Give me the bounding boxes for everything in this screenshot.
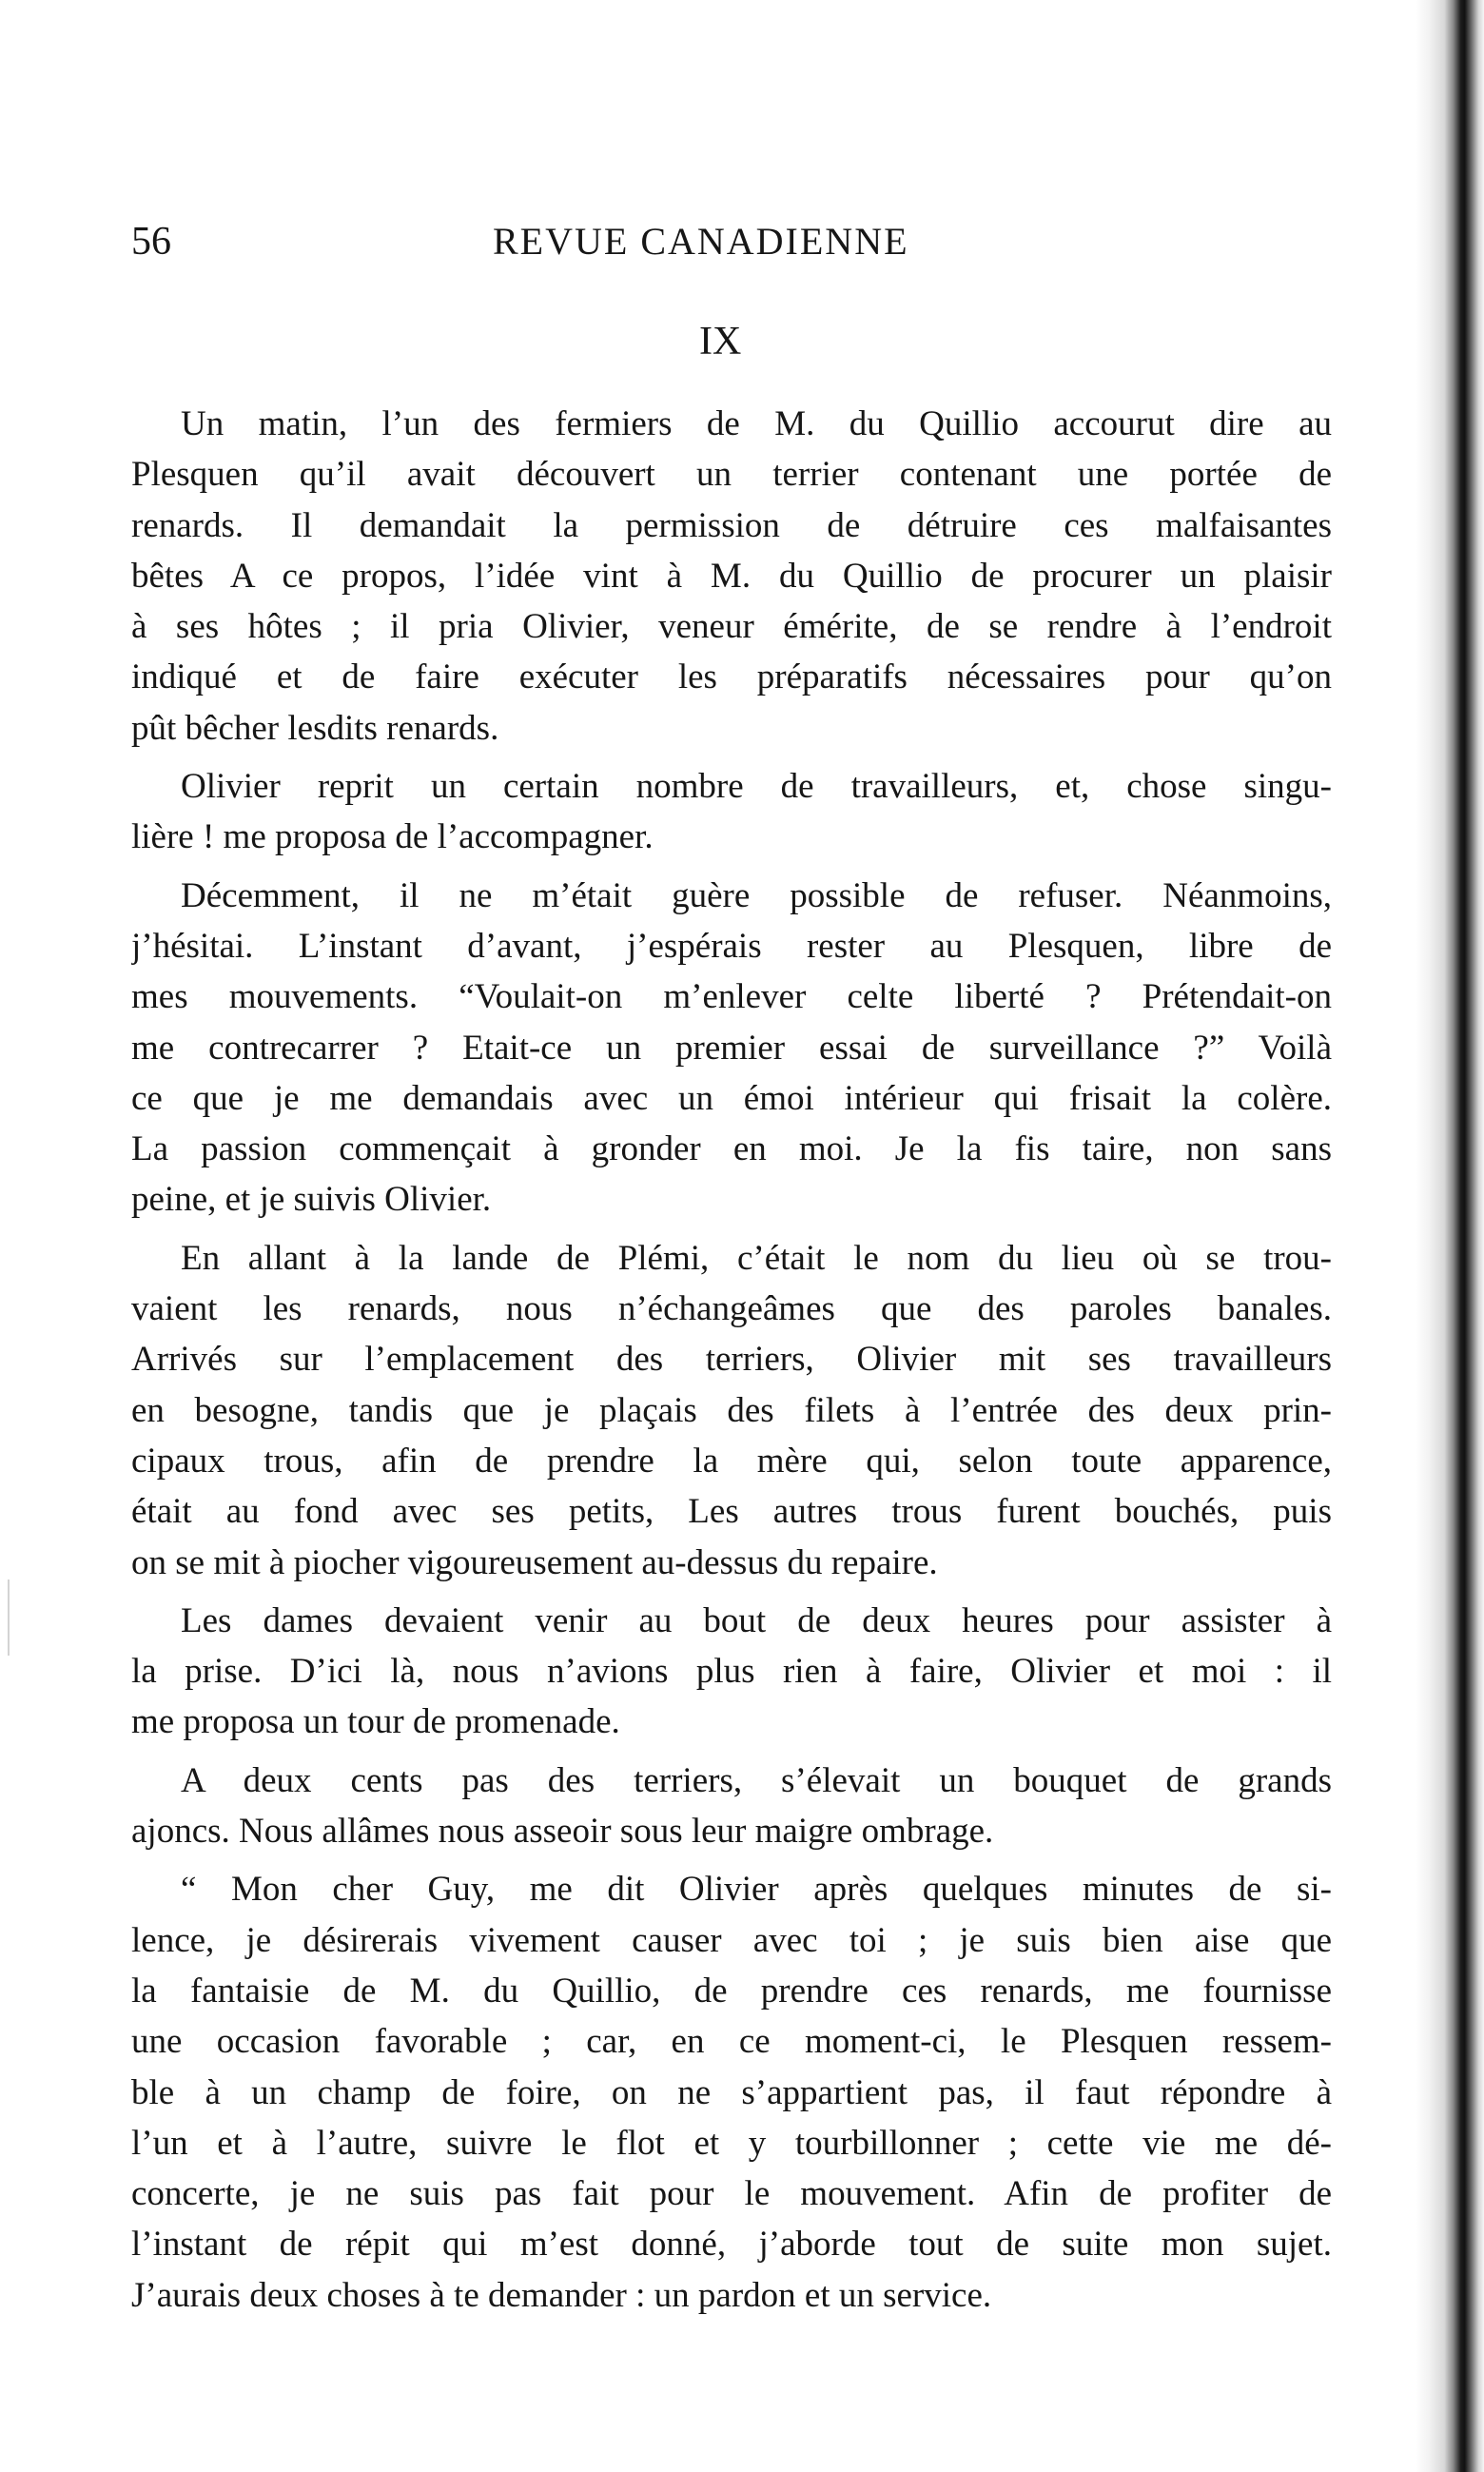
text-line: une occasion favorable ; car, en ce moment-ci, le Plesquen ressem- [131,2022,1332,2062]
paragraph [131,871,1332,1226]
text-line: cipaux trous, afin de prendre la mère qui, selon toute apparence, [131,1441,1332,1481]
text-line: La passion commençait à gronder en moi. Je la fis taire, non sans [131,1129,1332,1169]
text-line: Plesquen qu’il avait découvert un terrier contenant une portée de [131,455,1332,495]
text-line: me contrecarrer ? Etait-ce un premier essai de surveillance ?” Voilà [131,1028,1332,1068]
text-line: lence, je désirerais vivement causer avec toi ; je suis bien aise que [131,1920,1332,1960]
text-line: pût bêcher lesdits renards. [131,708,499,748]
text-line: ajoncs. Nous allâmes nous asseoir sous leur maigre ombrage. [131,1812,994,1852]
text-line: me proposa un tour de promenade. [131,1702,620,1742]
text-line: à ses hôtes ; il pria Olivier, veneur émérite, de se rendre à l’endroit [131,607,1332,647]
margin-mark [8,1579,15,1656]
text-line: indiqué et de faire exécuter les préparatifs nécessaires pour qu’on [131,657,1332,697]
paragraph [131,1756,1332,1857]
text-line: bêtes A ce propos, l’idée vint à M. du Quillio de procurer un plaisir [131,556,1332,596]
text-line: J’aurais deux choses à te demander : un pardon et un service. [131,2275,992,2315]
paragraph [131,1596,1332,1748]
paragraph [131,1233,1332,1588]
text-line: l’un et à l’autre, suivre le flot et y tourbillonner ; cette vie me dé- [131,2123,1332,2163]
paragraph [131,1864,1332,2321]
page-header [131,215,968,268]
text-line: en besogne, tandis que je plaçais des filets à l’entrée des deux prin- [131,1390,1332,1430]
text-line: mes mouvements. “Voulait-on m’enlever celte liberté ? Prétendait-on [131,977,1332,1017]
text-line: En allant à la lande de Plémi, c’était le nom du lieu où se trou- [181,1238,1332,1278]
body-text [131,399,1332,2328]
text-line: ble à un champ de foire, on ne s’appartient pas, il faut répondre à [131,2072,1332,2112]
text-line: Olivier reprit un certain nombre de travailleurs, et, chose singu- [181,767,1332,807]
text-line: peine, et je suivis Olivier. [131,1180,492,1220]
text-line: la fantaisie de M. du Quillio, de prendre ces renards, me fournisse [131,1971,1332,2011]
text-line: Arrivés sur l’emplacement des terriers, Olivier mit ses travailleurs [131,1340,1332,1380]
text-line: “ Mon cher Guy, me dit Olivier après quelques minutes de si- [181,1870,1332,1910]
running-title: REVUE CANADIENNE [493,220,909,263]
text-line: concerte, je ne suis pas fait pour le mouvement. Afin de profiter de [131,2174,1332,2214]
paragraph [131,399,1332,754]
text-line: lière ! me proposa de l’accompagner. [131,817,654,857]
page-number: 56 [131,220,171,264]
text-line: Les dames devaient venir au bout de deux heures pour assister à [181,1600,1332,1640]
paragraph [131,761,1332,863]
text-line: ce que je me demandais avec un émoi intérieur qui frisait la colère. [131,1078,1332,1118]
text-line: Décemment, il ne m’était guère possible de refuser. Néanmoins, [181,875,1332,915]
text-line: renards. Il demandait la permission de détruire ces malfaisantes [131,505,1332,545]
text-line: était au fond avec ses petits, Les autres trous furent bouchés, puis [131,1492,1332,1532]
text-line: on se mit à piocher vigoureusement au-dessus du repaire. [131,1542,938,1582]
text-line: la prise. D’ici là, nous n’avions plus rien à faire, Olivier et moi : il [131,1652,1332,1692]
text-line: Un matin, l’un des fermiers de M. du Quillio accourut dire au [181,404,1332,443]
text-line: A deux cents pas des terriers, s’élevait un bouquet de grands [181,1760,1332,1800]
text-line: j’hésitai. L’instant d’avant, j’espérais rester au Plesquen, libre de [131,926,1332,966]
chapter-number: IX [699,320,742,363]
text-line: l’instant de répit qui m’est donné, j’aborde tout de suite mon sujet. [131,2225,1332,2265]
text-line: vaient les renards, nous n’échangeâmes que des paroles banales. [131,1289,1332,1329]
book-binding-edge [1416,0,1484,2472]
